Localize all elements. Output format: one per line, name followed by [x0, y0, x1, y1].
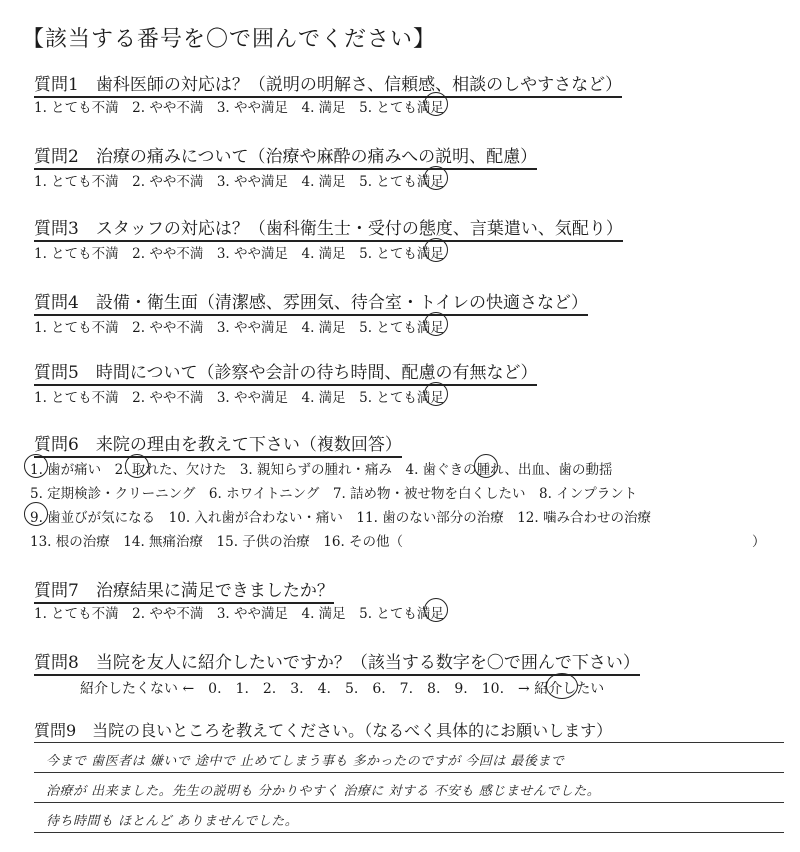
q8-selected-circle: [546, 673, 578, 699]
q5-selected-circle: [424, 382, 448, 406]
q8-title: 質問8 当院を友人に紹介したいですか？（該当する数字を〇で囲んで下さい）: [34, 648, 640, 676]
q2-options[interactable]: 1. とても不満 2. やや不満 3. やや満足 4. 満足 5. とても満足: [34, 174, 444, 190]
q2-selected-circle: [424, 166, 448, 190]
q9-answer-line3: 待ち時間も ほとんど ありませんでした。: [46, 814, 299, 829]
q7-selected-circle: [424, 598, 448, 622]
q8-scale[interactable]: 紹介したくない ← 0. 1. 2. 3. 4. 5. 6. 7. 8. 9. 10. → 紹介したい: [80, 681, 605, 697]
q3-title: 質問3 スタッフの対応は？（歯科衛生士・受付の態度、言葉遣い、気配り）: [34, 214, 623, 242]
q1-options[interactable]: 1. とても不満 2. やや不満 3. やや満足 4. 満足 5. とても満足: [34, 100, 444, 116]
q6-circle-option-2: [125, 454, 149, 478]
q3-selected-circle: [424, 238, 448, 262]
q9-answer-line2: 治療が 出来ました。先生の説明も 分かりやすく 治療に 対する 不安も 感じませんでした。: [46, 784, 601, 799]
q9-rule-1: [34, 742, 784, 743]
q9-rule-4: [34, 832, 784, 833]
q3-options[interactable]: 1. とても不満 2. やや不満 3. やや満足 4. 満足 5. とても満足: [34, 246, 444, 262]
q6-options-line3[interactable]: 9. 歯並びが気になる 10. 入れ歯が合わない・痛い 11. 歯のない部分の治療 12. 噛み合わせの治療: [30, 510, 651, 526]
q6-options-line1[interactable]: 1. 歯が痛い 2. 取れた、欠けた 3. 親知らずの腫れ・痛み 4. 歯ぐきの腫れ、出血、歯の動揺: [30, 462, 613, 478]
q7-title: 質問7 治療結果に満足できましたか？: [34, 576, 334, 604]
q6-circle-option-1: [24, 454, 48, 478]
q6-other-close: ）: [752, 534, 766, 550]
q6-circle-option-9: [24, 502, 48, 526]
q9-rule-2: [34, 772, 784, 773]
q4-title: 質問4 設備・衛生面（清潔感、雰囲気、待合室・トイレの快適さなど）: [34, 288, 588, 316]
q9-answer-line1: 今まで 歯医者は 嫌いで 途中で 止めてしまう事も 多かったのですが 今回は 最後まで: [46, 754, 565, 769]
q1-selected-circle: [424, 92, 448, 116]
q6-options-line2[interactable]: 5. 定期検診・クリーニング 6. ホワイトニング 7. 詰め物・被せ物を白くしたい 8. インプラント: [30, 486, 638, 502]
q6-options-line4[interactable]: 13. 根の治療 14. 無痛治療 15. 子供の治療 16. その他（: [30, 534, 404, 550]
q9-rule-3: [34, 802, 784, 803]
q7-options[interactable]: 1. とても不満 2. やや不満 3. やや満足 4. 満足 5. とても満足: [34, 606, 444, 622]
q4-options[interactable]: 1. とても不満 2. やや不満 3. やや満足 4. 満足 5. とても満足: [34, 320, 444, 336]
q1-title: 質問1 歯科医師の対応は？（説明の明解さ、信頼感、相談のしやすさなど）: [34, 70, 622, 98]
form-header: 【該当する番号を〇で囲んでください】: [22, 27, 437, 52]
q4-selected-circle: [424, 312, 448, 336]
q6-title: 質問6 来院の理由を教えて下さい（複数回答）: [34, 430, 402, 458]
q6-circle-option-4: [474, 454, 498, 478]
q5-options[interactable]: 1. とても不満 2. やや不満 3. やや満足 4. 満足 5. とても満足: [34, 390, 444, 406]
q9-title: 質問9 当院の良いところを教えてください。（なるべく具体的にお願いします）: [34, 721, 613, 740]
q5-title: 質問5 時間について（診察や会計の待ち時間、配慮の有無など）: [34, 358, 537, 386]
q2-title: 質問2 治療の痛みについて（治療や麻酔の痛みへの説明、配慮）: [34, 142, 537, 170]
